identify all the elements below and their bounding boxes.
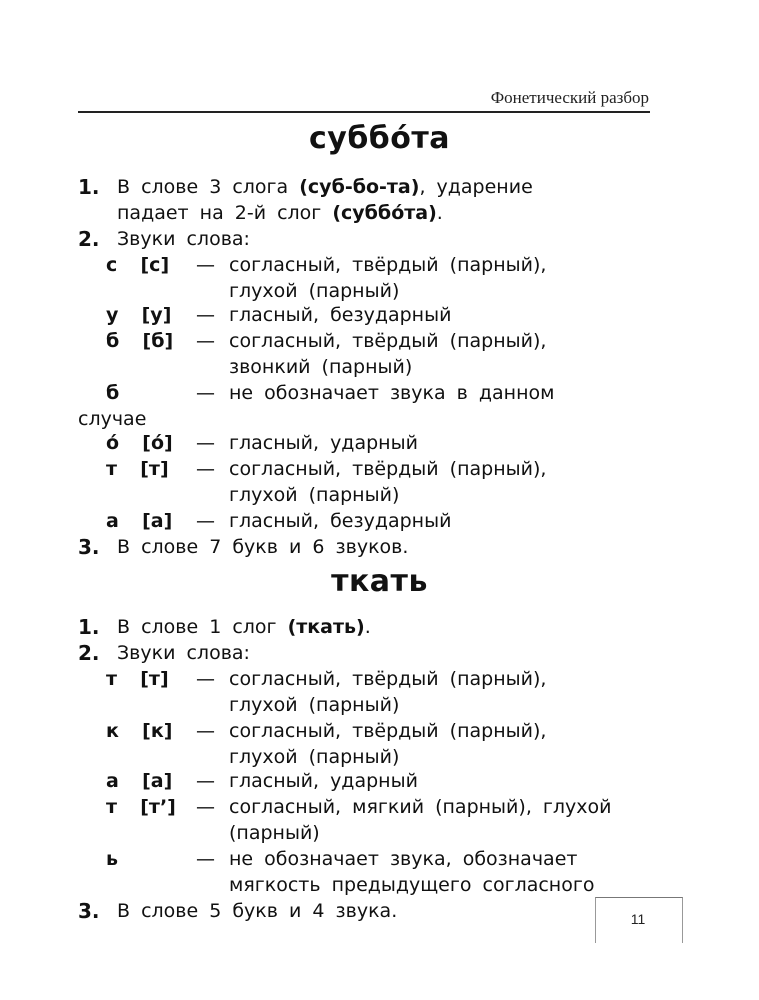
- sound-description: случае: [78, 408, 147, 430]
- sound-dash: —: [196, 668, 215, 690]
- sound-dash: —: [196, 382, 215, 404]
- sound-description: (парный): [229, 822, 320, 844]
- sound-letter: у [у]: [106, 304, 172, 326]
- section-title-tkat: ткать: [331, 564, 428, 599]
- sound-description: не обозначает звука в данном: [229, 382, 555, 404]
- header-divider: [78, 111, 650, 113]
- point-number: 2.: [78, 227, 100, 251]
- sound-dash: —: [196, 510, 215, 532]
- page-number: 11: [630, 911, 646, 927]
- sound-description: согласный, твёрдый (парный),: [229, 254, 547, 276]
- point-number: 3.: [78, 535, 100, 559]
- sound-letter: т [т]: [106, 668, 169, 690]
- sound-description: мягкость предыдущего согласного: [229, 874, 595, 896]
- point-text: падает на 2-й слог (суббо́та).: [117, 202, 443, 224]
- sound-description: гласный, безударный: [229, 510, 452, 532]
- sound-description: согласный, мягкий (парный), глухой: [229, 796, 612, 818]
- sound-dash: —: [196, 458, 215, 480]
- sound-dash: —: [196, 848, 215, 870]
- point-text: В слове 1 слог (ткать).: [117, 616, 371, 638]
- sound-description: глухой (парный): [229, 746, 400, 768]
- sound-letter: т [т’]: [106, 796, 176, 818]
- sound-description: согласный, твёрдый (парный),: [229, 720, 547, 742]
- sound-letter: с [с]: [106, 254, 170, 276]
- sound-description: глухой (парный): [229, 280, 400, 302]
- sound-description: согласный, твёрдый (парный),: [229, 458, 547, 480]
- point-number: 1.: [78, 615, 100, 639]
- sound-letter: б: [106, 382, 120, 404]
- sound-dash: —: [196, 720, 215, 742]
- sound-letter: к [к]: [106, 720, 173, 742]
- sound-dash: —: [196, 770, 215, 792]
- sound-description: согласный, твёрдый (парный),: [229, 330, 547, 352]
- sound-letter: о́ [о́]: [106, 432, 173, 454]
- point-text: В слове 3 слога (суб-бо-та), ударение: [117, 176, 533, 198]
- point-text: Звуки слова:: [117, 228, 250, 250]
- sound-letter: а [а]: [106, 510, 173, 532]
- point-number: 2.: [78, 641, 100, 665]
- sound-letter: т [т]: [106, 458, 169, 480]
- sound-description: гласный, ударный: [229, 432, 418, 454]
- sound-dash: —: [196, 796, 215, 818]
- section-title-subbota: суббо́та: [309, 121, 450, 156]
- sound-description: глухой (парный): [229, 694, 400, 716]
- sound-description: согласный, твёрдый (парный),: [229, 668, 547, 690]
- sound-description: звонкий (парный): [229, 356, 413, 378]
- sound-description: гласный, безударный: [229, 304, 452, 326]
- sound-letter: а [а]: [106, 770, 173, 792]
- sound-letter: б [б]: [106, 330, 174, 352]
- page-header-title: Фонетический разбор: [490, 88, 649, 107]
- point-number: 3.: [78, 899, 100, 923]
- point-number: 1.: [78, 175, 100, 199]
- sound-dash: —: [196, 304, 215, 326]
- point-text: В слове 7 букв и 6 звуков.: [117, 536, 409, 558]
- sound-description: глухой (парный): [229, 484, 400, 506]
- point-text: Звуки слова:: [117, 642, 250, 664]
- sound-description: не обозначает звука, обозначает: [229, 848, 578, 870]
- sound-dash: —: [196, 432, 215, 454]
- point-text: В слове 5 букв и 4 звука.: [117, 900, 398, 922]
- sound-letter: ь: [106, 848, 119, 870]
- sound-dash: —: [196, 254, 215, 276]
- sound-description: гласный, ударный: [229, 770, 418, 792]
- sound-dash: —: [196, 330, 215, 352]
